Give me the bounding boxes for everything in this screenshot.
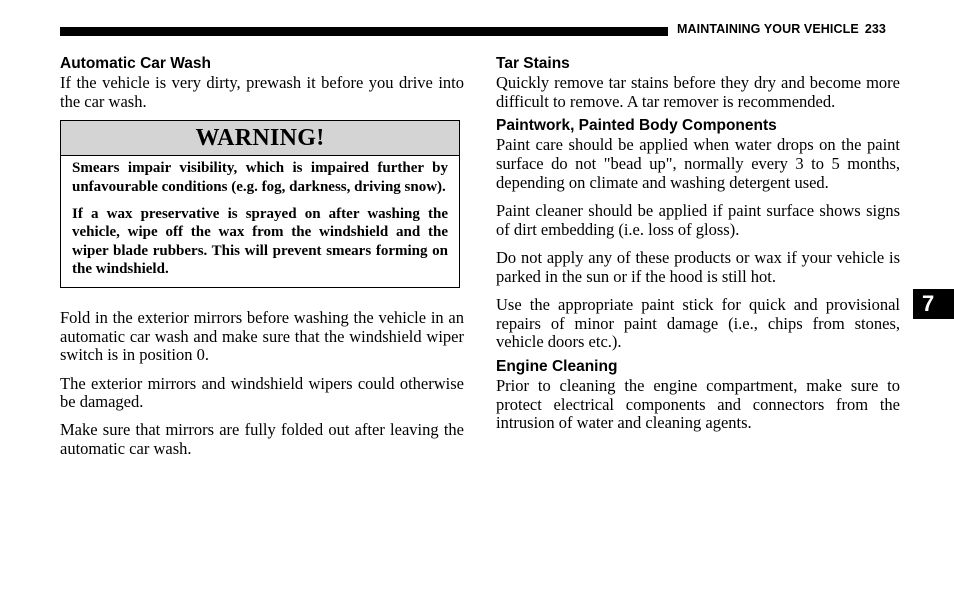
tar-stains-heading: Tar Stains (496, 55, 570, 72)
running-header (677, 22, 900, 36)
engine-cleaning-heading: Engine Cleaning (496, 357, 618, 375)
tar-stains-text: Quickly remove tar stains before they dry and become more difficult to remove. A tar remover is recommended. (496, 73, 900, 111)
paintwork-text-paint-stick: Use the appropriate paint stick for quick and provisional repairs of minor paint damage (i.e., chips from stones, vehicle doors etc.). (496, 294, 900, 352)
paragraph-unfold-mirrors: Make sure that mirrors are fully folded out after leaving the automatic car wash. (60, 420, 464, 459)
warning-paragraph-wax: If a wax preservative is sprayed on after washing the vehicle, wipe off the wax from the windshield and the wiper blade rubbers. This will prevent smears forming on the windshield. (72, 205, 448, 278)
paintwork-text-care: Paint care should be applied when water drops on the paint surface do not "bead up", normally every 3 to 5 months, depending on climate and washing detergent used. (496, 135, 900, 192)
paintwork-text-sun: Do not apply any of these products or wax if your vehicle is parked in the sun or if the hood is still hot. (496, 247, 900, 286)
warning-body (61, 156, 459, 287)
paragraph-fold-mirrors: Fold in the exterior mirrors before washing the vehicle in an automatic car wash and make sure that the windshield wiper switch is in position 0. (60, 307, 464, 365)
chapter-tab (913, 289, 954, 319)
car-wash-heading: Automatic Car Wash (60, 55, 212, 72)
chapter-tab-number: 7 (922, 291, 935, 316)
paintwork-text-cleaner: Paint cleaner should be applied if paint surface shows signs of dirt embedding (i.e. loss of gloss). (496, 201, 900, 239)
engine-cleaning-text: Prior to cleaning the engine compartment, make sure to protect electrical components and connectors from the intrusion of water and cleaning agents. (496, 375, 900, 433)
warning-paragraph-visibility: Smears impair visibility, which is impaired further by unfavourable conditions (e.g. fog, darkness, driving snow). (72, 160, 448, 195)
car-wash-text: If the vehicle is very dirty, prewash it before you drive into the car wash. (60, 73, 464, 111)
left-column (60, 54, 464, 459)
header-rule (60, 27, 668, 36)
section-title: MAINTAINING YOUR VEHICLE (677, 22, 859, 36)
page-number: 233 (864, 22, 886, 36)
right-column (496, 54, 900, 433)
warning-box (60, 120, 460, 288)
paintwork-heading: Paintwork, Painted Body Components (496, 117, 777, 135)
paragraph-damage: The exterior mirrors and windshield wipers could otherwise be damaged. (60, 373, 464, 412)
warning-title: WARNING! (61, 121, 459, 156)
